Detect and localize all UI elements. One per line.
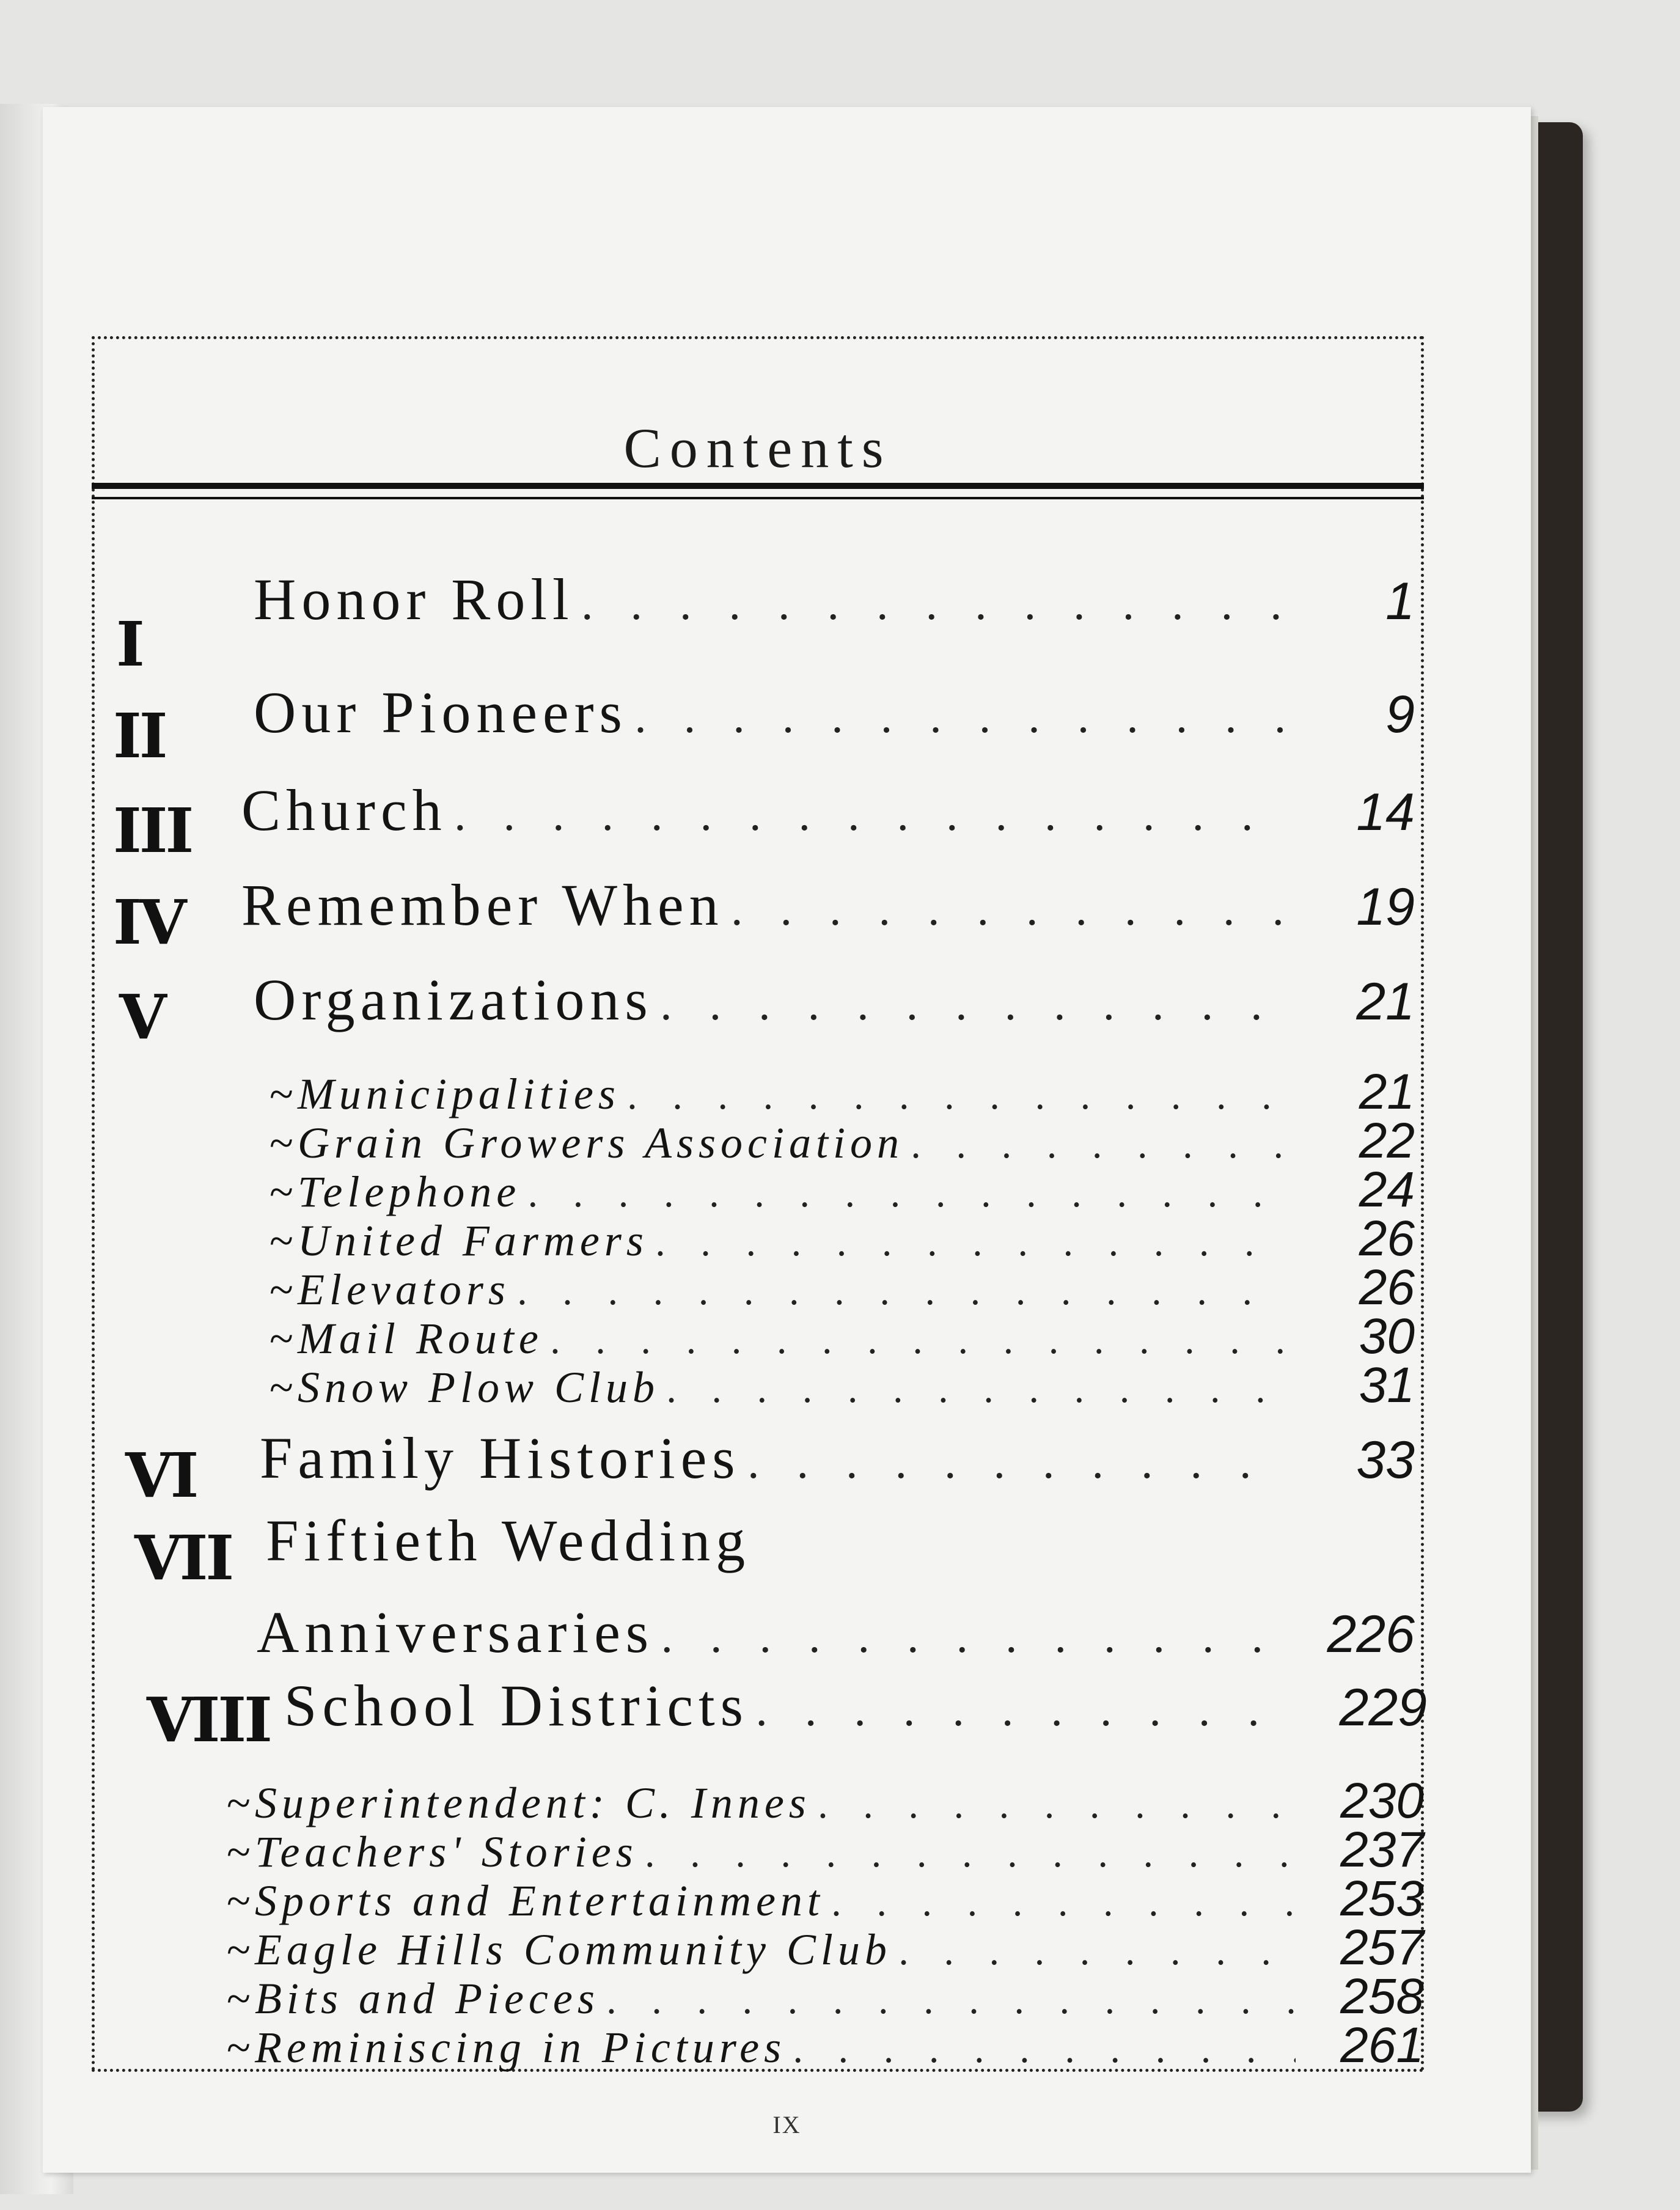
dot-leader [606,1980,1296,2022]
header-rule-thick [92,483,1424,489]
toc-subentry[interactable] [226,2017,1424,2074]
subentry-page: 253 [1340,1871,1424,1926]
entry-label: Fiftieth Wedding [266,1508,751,1573]
dot-leader [453,790,1286,840]
toc-entry[interactable] [254,678,1415,746]
dot-leader [655,1222,1286,1265]
subentry-page: 230 [1340,1773,1424,1829]
subentry-label: ~Grain Growers Association [269,1118,904,1167]
subentry-label: ~Teachers' Stories [226,1827,638,1876]
dot-leader [626,1075,1286,1118]
page-stack-edge [1531,116,1538,2170]
numeral-1: I [116,608,142,680]
entry-page: 229 [1339,1678,1427,1737]
subentry-page: 258 [1340,1969,1424,2024]
toc-entry[interactable] [284,1672,1427,1739]
toc-entry-line1[interactable] [266,1507,1415,1574]
dot-leader [660,1612,1286,1662]
subentry-label: ~Sports and Entertainment [226,1876,824,1925]
page-title: Contents [623,417,892,479]
dot-leader [910,1124,1286,1167]
toc-subentry[interactable] [269,1357,1415,1414]
entry-page: 226 [1327,1605,1415,1664]
numeral-5: V [119,981,164,1053]
entry-label-continued: Anniversaries [257,1599,655,1665]
subentry-page: 30 [1359,1309,1415,1364]
entry-label: Family Histories [260,1425,741,1491]
numeral-4: IV [113,886,185,958]
subentry-label: ~Bits and Pieces [226,1974,600,2023]
entry-page: 19 [1356,878,1415,936]
subentry-page: 257 [1340,1920,1424,1975]
subentry-label: ~Snow Plow Club [269,1363,660,1412]
dot-leader [898,1931,1296,1973]
subentry-label: ~Municipalities [269,1070,620,1118]
dot-leader [644,1833,1296,1876]
entry-label: Honor Roll [254,567,574,632]
entry-label: Church [241,777,447,843]
dot-leader [755,1686,1299,1736]
numeral-2: II [113,700,166,772]
dot-leader [747,1438,1286,1488]
subentry-label: ~Reminiscing in Pictures [226,2023,787,2072]
dot-leader [666,1368,1286,1411]
subentry-label: ~United Farmers [269,1216,648,1265]
numeral-3: III [113,795,192,867]
subentry-page: 31 [1359,1357,1415,1413]
toc-entry[interactable] [254,966,1415,1033]
entry-label: Our Pioneers [254,680,628,745]
toc-entry[interactable] [241,776,1415,844]
entry-page: 14 [1356,783,1415,842]
entry-label: Remember When [241,872,724,938]
dot-leader [549,1320,1286,1362]
subentry-label: ~Superintendent: C. Innes [226,1779,811,1827]
toc-entry[interactable] [254,565,1415,633]
subentry-page: 26 [1359,1260,1415,1315]
dot-leader [527,1173,1286,1216]
dot-leader [792,2028,1296,2071]
subentry-page: 21 [1359,1064,1415,1120]
entry-label: School Districts [284,1673,749,1738]
dot-leader [831,1882,1296,1925]
subentry-label: ~Telephone [269,1167,521,1216]
subentry-page: 26 [1359,1211,1415,1266]
contents-frame [92,336,1427,2073]
subentry-label: ~Mail Route [269,1314,543,1363]
dot-leader [817,1784,1296,1827]
subentry-page: 22 [1359,1113,1415,1169]
header-rule-thin [92,497,1424,499]
page-folio: IX [772,2111,801,2138]
contents-page [43,107,1531,2173]
entry-page: 9 [1385,685,1415,744]
toc-entry[interactable] [241,871,1415,939]
entry-page: 21 [1356,972,1415,1031]
dot-leader [634,692,1286,743]
dot-leader [581,579,1286,630]
dot-leader [730,885,1286,935]
dot-leader [659,980,1286,1030]
subentry-label: ~Eagle Hills Community Club [226,1925,892,1974]
numeral-8: VIII [147,1684,270,1756]
dot-leader [516,1271,1286,1313]
toc-entry[interactable] [260,1424,1415,1492]
subentry-page: 24 [1359,1162,1415,1217]
entry-label: Organizations [254,967,653,1032]
numeral-6: VI [125,1439,197,1511]
subentry-page: 237 [1340,1822,1424,1878]
toc-entry-line2[interactable] [257,1598,1415,1666]
subentry-page: 261 [1340,2017,1424,2073]
numeral-7: VII [134,1522,232,1594]
subentry-label: ~Elevators [269,1265,510,1314]
entry-page: 33 [1356,1431,1415,1489]
contents-header [95,339,1421,483]
entry-page: 1 [1385,572,1415,631]
